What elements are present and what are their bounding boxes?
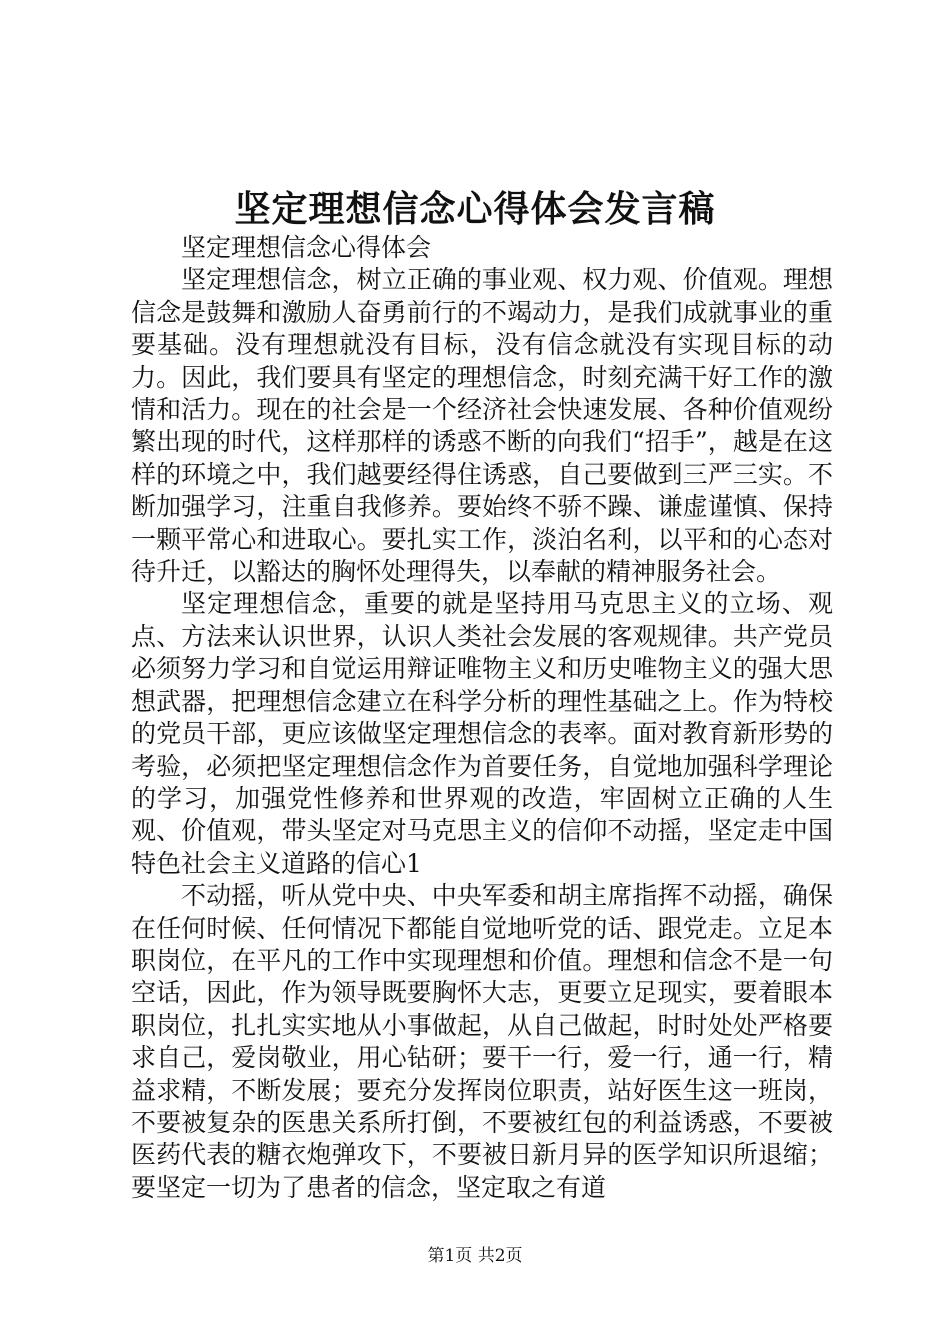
paragraph-subtitle: 坚定理想信念心得体会 — [181, 233, 432, 262]
document-title: 坚定理想信念心得体会发言稿 — [234, 188, 716, 230]
document-body — [131, 232, 833, 1204]
paragraph: 不动摇，听从党中央、中央军委和胡主席指挥不动摇，确保在任何时候、任何情况下都能自觉地听党的话、跟党走。立足本职岗位，在平凡的工作中实现理想和价值。理想和信念不是一句空话，因此，作为领导既要胸怀大志，更要立足现实，要着眼本职岗位，扎扎实实地从小事做起，从自己做起，时时处处严格要求自己，爱岗敬业，用心钻研；要干一行，爱一行，通一行，精益求精，不断发展；要充分发挥岗位职责，站好医生这一班岗，不要被复杂的医患关系所打倒，不要被红包的利益诱惑，不要被医药代表的糖衣炮弹攻下，不要被日新月异的医学知识所退缩；要坚定一切为了患者的信念，坚定取之有道 — [131, 881, 833, 1202]
paragraph: 坚定理想信念，重要的就是坚持用马克思主义的立场、观点、方法来认识世界，认识人类社会发展的客观规律。共产党员必须努力学习和自觉运用辩证唯物主义和历史唯物主义的强大思想武器，把理想信念建立在科学分析的理性基础之上。作为特校的党员干部，更应该做坚定理想信念的表率。面对教育新形势的考验，必须把坚定理想信念作为首要任务，自觉地加强科学理论的学习，加强党性修养和世界观的改造，牢固树立正确的人生观、价值观，带头坚定对马克思主义的信仰不动摇，坚定走中国特色社会主义道路的信心1 — [131, 589, 833, 878]
page-number-footer: 第1页 共2页 — [427, 1246, 523, 1266]
paragraph: 坚定理想信念，树立正确的事业观、权力观、价值观。理想信念是鼓舞和激励人奋勇前行的不竭动力，是我们成就事业的重要基础。没有理想就没有目标，没有信念就没有实现目标的动力。因此，我们要具有坚定的理想信念，时刻充满干好工作的激情和活力。现在的社会是一个经济社会快速发展、各种价值观纷繁出现的时代，这样那样的诱惑不断的向我们“招手”，越是在这样的环境之中，我们越要经得住诱惑，自己要做到三严三实。不断加强学习，注重自我修养。要始终不骄不躁、谦虚谨慎、保持一颗平常心和进取心。要扎实工作，淡泊名利，以平和的心态对待升迁，以豁达的胸怀处理得失，以奉献的精神服务社会。 — [131, 265, 833, 587]
